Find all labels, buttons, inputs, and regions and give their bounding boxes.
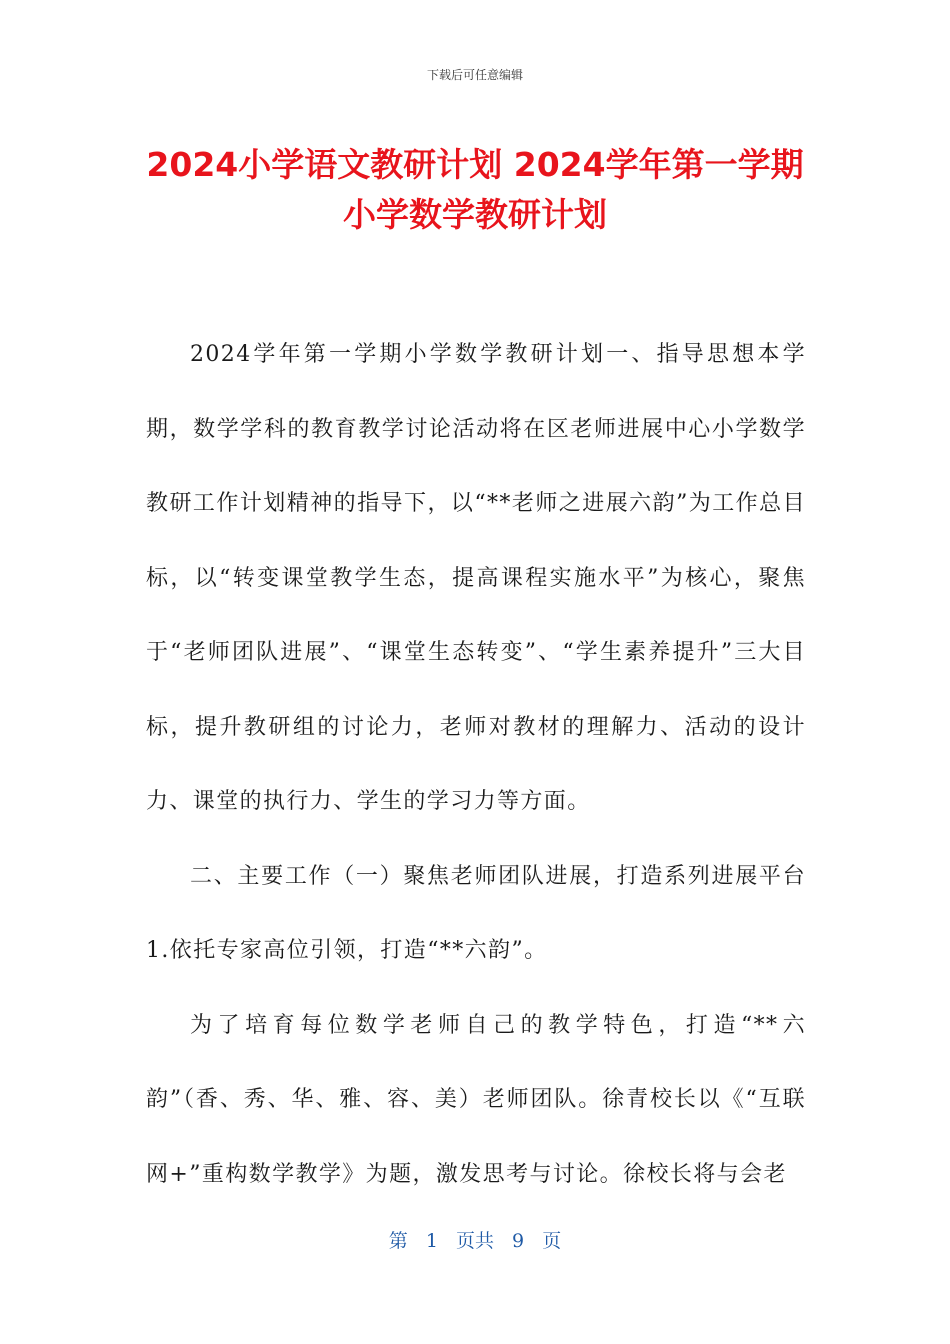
page-number-footer <box>0 1226 950 1253</box>
page-label-suffix: 页 <box>542 1230 562 1252</box>
header-note: 下载后可任意编辑 <box>426 68 523 82</box>
title-line-1: 2024小学语文教研计划 2024学年第一学期 <box>146 145 804 184</box>
paragraph-2: 二、主要工作（一）聚焦老师团队进展，打造系列进展平台1.依托专家高位引领，打造“**六韵”。 <box>146 863 806 963</box>
page-label-prefix: 第 <box>388 1230 408 1252</box>
title-line-2: 小学数学教研计划 <box>343 195 607 234</box>
document-title <box>100 140 850 240</box>
current-page-number: 1 <box>425 1230 438 1252</box>
paragraph-3: 为了培育每位数学老师自己的教学特色，打造“**六韵”（香、秀、华、雅、容、美）老师团队。徐青校长以《“互联网+”重构数学教学》为题，激发思考与讨论。徐校长将与会老 <box>146 1012 806 1187</box>
document-body <box>146 318 806 1212</box>
paragraph-1: 2024学年第一学期小学数学教研计划一、指导思想本学期，数学学科的教育教学讨论活动将在区老师进展中心小学数学教研工作计划精神的指导下，以“**老师之进展六韵”为工作总目标，以“转变课堂教学生态，提高课程实施水平”为核心，聚焦于“老师团队进展”、“课堂生态转变”、“学生素养提升”三大目标，提升教研组的讨论力，老师对教材的理解力、活动的设计力、课堂的执行力、学生的学习力等方面。 <box>146 342 806 814</box>
total-pages-number: 9 <box>512 1230 525 1252</box>
page-label-middle: 页共 <box>455 1230 494 1252</box>
